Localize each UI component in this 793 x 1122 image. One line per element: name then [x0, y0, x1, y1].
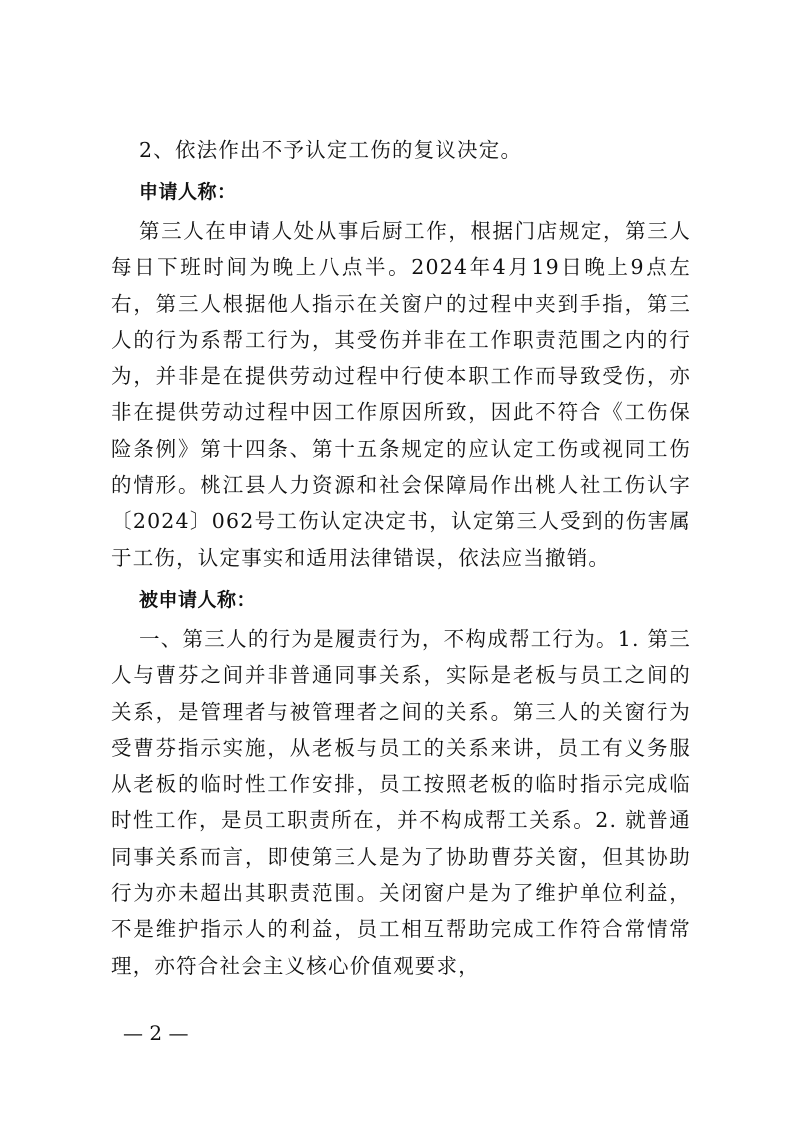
- decision-item-2: 2、依法作出不予认定工伤的复议决定。: [139, 138, 523, 162]
- page-number: — 2 —: [123, 1021, 189, 1045]
- applicant-paragraph: 第三人在申请人处从事后厨工作，根据门店规定，第三人每日下班时间为晚上八点半。2024年4月19日晚上9点左右，第三人根据他人指示在关窗户的过程中夹到手指，第三人的行为系帮工行为，其受伤并非在工作职责范围之内的行为，并非是在提供劳动过程中行使本职工作而导致受伤，亦非在提供劳动过程中因工作原因所致，因此不符合《工伤保险条例》第十四条、第十五条规定的应认定工伤或视同工伤的情形。桃江县人力资源和社会保障局作出桃人社工伤认字〔2024〕062号工伤认定决定书，认定第三人受到的伤害属于工伤，认定事实和适用法律错误，依法应当撤销。: [111, 219, 691, 570]
- document-body: [111, 129, 691, 984]
- respondent-paragraph: 一、第三人的行为是履责行为，不构成帮工行为。1. 第三人与曹芬之间并非普通同事关系，实际是老板与员工之间的关系，是管理者与被管理者之间的关系。第三人的关窗行为受曹芬指示实施，从老板与员工的关系来讲，员工有义务服从老板的临时性工作安排，员工按照老板的临时指示完成临时性工作，是员工职责所在，并不构成帮工关系。2. 就普通同事关系而言，即使第三人是为了协助曹芬关窗，但其协助行为亦未超出其职责范围。关闭窗户是为了维护单位利益，不是维护指示人的利益，员工相互帮助完成工作符合常情常理，亦符合社会主义核心价值观要求，: [111, 626, 691, 978]
- respondent-heading: 被申请人称：: [139, 588, 257, 611]
- applicant-heading: 申请人称：: [139, 181, 237, 203]
